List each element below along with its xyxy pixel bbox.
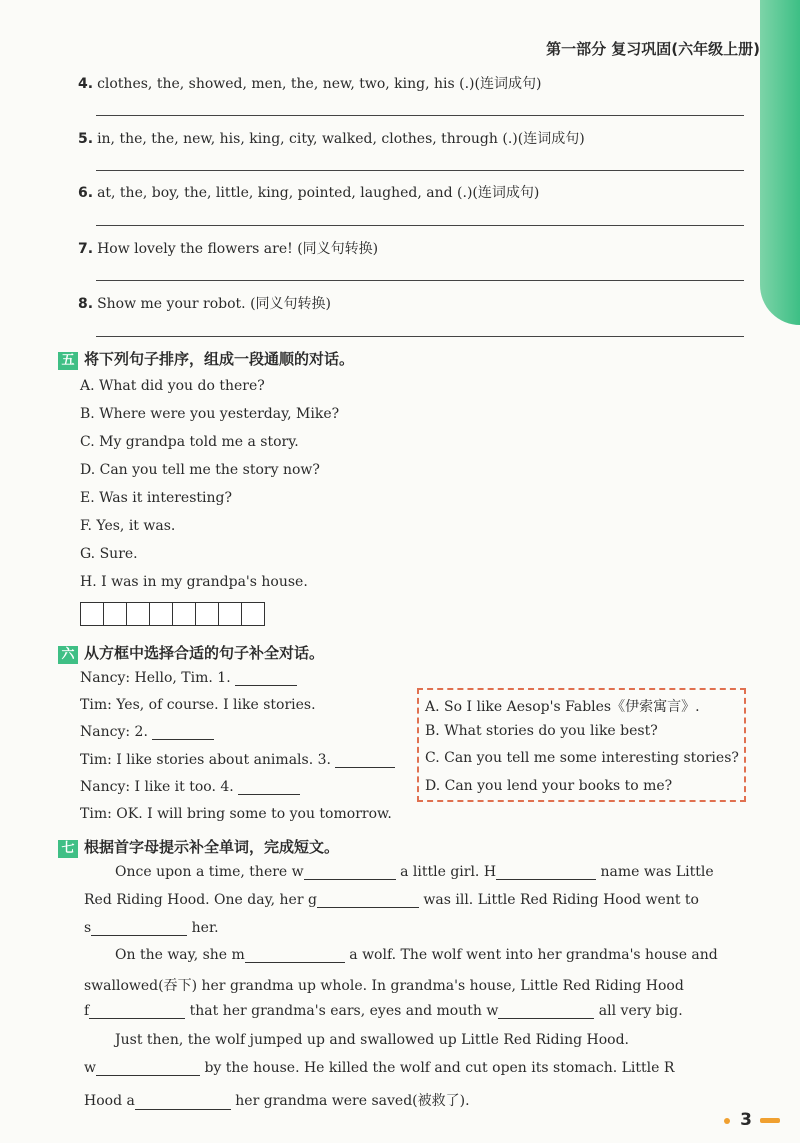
blank[interactable] [304,879,396,880]
answer-line[interactable] [96,280,744,281]
option-b: B. What stories do you like best? [425,723,658,739]
dialog-line: Tim: OK. I will bring some to you tomorrow. [80,806,392,822]
dialog-line: Nancy: Hello, Tim. 1. [80,670,297,686]
option-c: C. Can you tell me some interesting stories? [425,750,739,766]
passage-line: f that her grandma's ears, eyes and mouth w all very big. [84,1003,683,1019]
option-a: A. So I like Aesop's Fables《伊索寓言》. [425,699,700,715]
passage-line: Hood a her grandma were saved(被救了). [84,1093,470,1109]
passage-line: s her. [84,920,219,936]
answer-line[interactable] [96,170,744,171]
blank[interactable] [238,794,300,795]
list-item: G. Sure. [80,546,138,562]
passage-line: w by the house. He killed the wolf and cut open its stomach. Little R [84,1060,675,1076]
list-item: D. Can you tell me the story now? [80,462,320,478]
blank[interactable] [335,767,395,768]
passage-line: On the way, she m a wolf. The wolf went into her grandma's house and [115,947,718,963]
page-header: 第一部分 复习巩固(六年级上册) [546,40,760,58]
page-number: 3 [740,1110,752,1130]
list-item: E. Was it interesting? [80,490,232,506]
page-bar-decoration [760,1118,780,1123]
page-dot-decoration [724,1118,730,1124]
answer-line[interactable] [96,225,744,226]
order-answer-boxes[interactable] [80,602,264,626]
question-4: 4. clothes, the, showed, men, the, new, two, king, his (.)(连词成句) [78,76,542,92]
dialog-line: Nancy: 2. [80,724,214,740]
question-7: 7. How lovely the flowers are! (同义句转换) [78,241,379,257]
answer-box[interactable] [80,602,104,626]
passage-line: Just then, the wolf jumped up and swallowed up Little Red Riding Hood. [115,1032,629,1048]
passage-line: Red Riding Hood. One day, her g was ill. Little Red Riding Hood went to [84,892,699,908]
list-item: B. Where were you yesterday, Mike? [80,406,340,422]
dialog-line: Tim: Yes, of course. I like stories. [80,697,316,713]
section-5-title: 五 将下列句子排序，组成一段通顺的对话。 [58,348,354,370]
list-item: F. Yes, it was. [80,518,176,534]
question-8: 8. Show me your robot. (同义句转换) [78,296,332,312]
answer-box[interactable] [103,602,127,626]
blank[interactable] [235,685,297,686]
answer-box[interactable] [172,602,196,626]
answer-box[interactable] [218,602,242,626]
section-7-title: 七 根据首字母提示补全单词，完成短文。 [58,836,339,858]
answer-box[interactable] [149,602,173,626]
list-item: C. My grandpa told me a story. [80,434,299,450]
dialog-line: Tim: I like stories about animals. 3. [80,752,395,768]
answer-box[interactable] [126,602,150,626]
passage-line: Once upon a time, there w a little girl. H name was Little [115,864,714,880]
passage-line: swallowed(吞下) her grandma up whole. In grandma's house, Little Red Riding Hood [84,978,684,994]
question-5: 5. in, the, the, new, his, king, city, walked, clothes, through (.)(连词成句) [78,131,585,147]
blank[interactable] [245,962,345,963]
list-item: A. What did you do there? [80,378,265,394]
blank[interactable] [91,935,187,936]
list-item: H. I was in my grandpa's house. [80,574,308,590]
blank[interactable] [496,879,596,880]
section-6-title: 六 从方框中选择合适的句子补全对话。 [58,642,324,664]
answer-box[interactable] [195,602,219,626]
answer-line[interactable] [96,336,744,337]
option-d: D. Can you lend your books to me? [425,778,673,794]
blank[interactable] [498,1018,594,1019]
answer-box[interactable] [241,602,265,626]
blank[interactable] [152,739,214,740]
blank[interactable] [135,1109,231,1110]
dialog-line: Nancy: I like it too. 4. [80,779,300,795]
blank[interactable] [89,1018,185,1019]
blank[interactable] [96,1075,200,1076]
blank[interactable] [317,907,419,908]
side-tab [760,0,800,325]
question-6: 6. at, the, boy, the, little, king, pointed, laughed, and (.)(连词成句) [78,185,540,201]
answer-line[interactable] [96,115,744,116]
